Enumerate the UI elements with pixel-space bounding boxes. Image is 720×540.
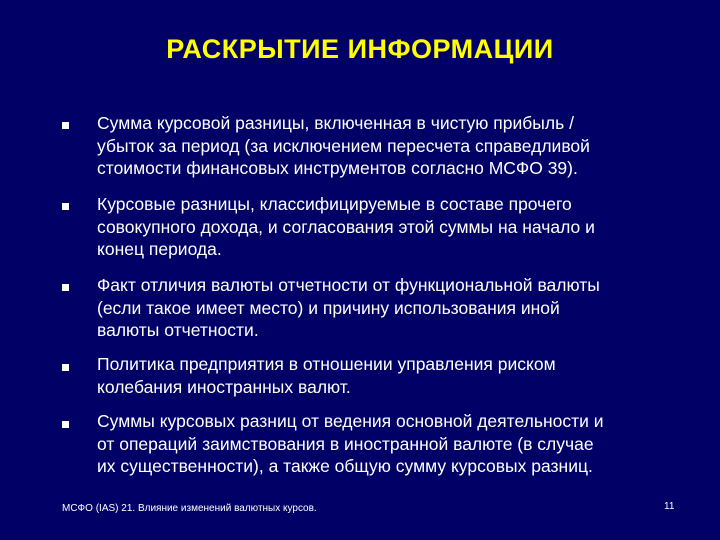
bullet-line: стоимости финансовых инструментов согласно МСФО 39). <box>97 158 578 178</box>
page-number: 11 <box>664 501 675 512</box>
slide-footer: МСФО (IAS) 21. Влияние изменений валютных курсов. <box>62 503 317 514</box>
bullet-text <box>97 410 672 478</box>
square-bullet-icon <box>62 284 69 291</box>
bullet-line: колебания иностранных валют. <box>97 376 351 397</box>
bullet-line: (если такое имеет место) и причину использования иной <box>97 297 560 318</box>
bullet-text <box>97 112 672 180</box>
square-bullet-icon <box>62 364 69 371</box>
bullet-line: совокупного дохода, и согласования этой суммы на начало и <box>97 216 595 237</box>
bullet-line: Сумма курсовой разницы, включенная в чистую прибыль / <box>97 113 574 133</box>
slide-title: РАСКРЫТИЕ ИНФОРМАЦИИ <box>166 34 554 64</box>
bullet-line: от операций заимствования в иностранной валюте (в случае <box>97 433 594 454</box>
bullet-line: Факт отличия валюты отчетности от функциональной валюты <box>97 275 600 295</box>
bullet-line: Суммы курсовых разниц от ведения основной деятельности и <box>97 411 604 431</box>
bullet-line: убыток за период (за исключением пересчета справедливой <box>97 135 590 156</box>
bullet-text <box>97 193 672 261</box>
bullet-line: валюты отчетности. <box>97 320 259 340</box>
bullet-line: Политика предприятия в отношении управления риском <box>97 354 556 374</box>
bullet-text <box>97 353 672 398</box>
bullet-line: Курсовые разницы, классифицируемые в составе прочего <box>97 194 572 214</box>
square-bullet-icon <box>62 122 69 129</box>
bullet-text <box>97 274 672 342</box>
bullet-line: их существенности), а также общую сумму курсовых разниц. <box>97 456 593 476</box>
square-bullet-icon <box>62 203 69 210</box>
bullet-line: конец периода. <box>97 239 222 259</box>
square-bullet-icon <box>62 421 69 428</box>
